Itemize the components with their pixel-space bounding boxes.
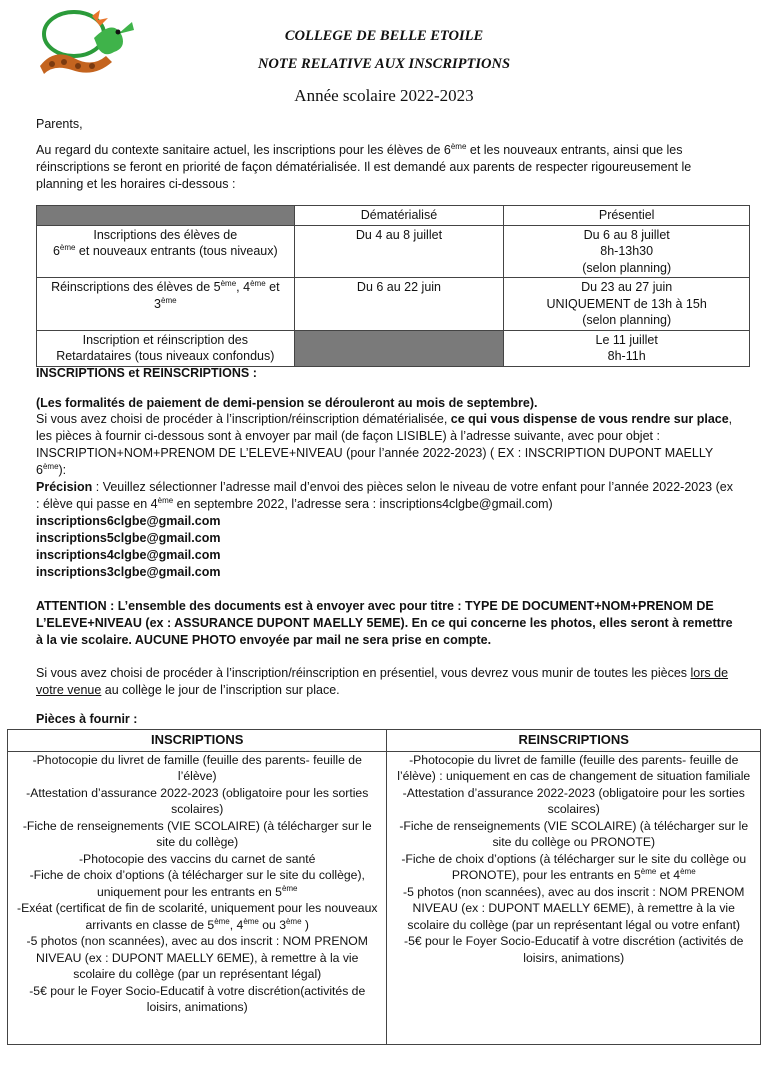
list-item: -Photocopie du livret de famille (feuille des parents- feuille de l’élève) [32,752,362,783]
list-item: -Attestation d’assurance 2022-2023 (obligatoire pour les sorties scolaires) [402,785,745,816]
documents-table [7,729,761,1045]
header-presentiel: Présentiel [504,206,750,226]
header-dematerialise: Dématérialisé [294,206,504,226]
list-item: -5€ pour le Foyer Socio-Educatif à votre discrétion(activités de loisirs, animations) [29,983,366,1014]
demi-pension-note: (Les formalités de paiement de demi-pension se dérouleront au mois de septembre). [36,396,538,410]
row-label: Inscriptions des élèves de 6ème et nouveaux entrants (tous niveaux) [37,225,295,278]
list-item: -Fiche de choix d’options (à télécharger sur le site du collège ou PRONOTE), pour les entrants en 5ème et 4ème [401,851,747,882]
list-item: -Fiche de renseignements (VIE SCOLAIRE) (à télécharger sur le site du collège ou PRONOTE) [399,818,749,849]
list-item: -Attestation d’assurance 2022-2023 (obligatoire pour les sorties scolaires) [26,785,369,816]
attention-paragraph: ATTENTION : L’ensemble des documents est à envoyer avec pour titre : TYPE DE DOCUMENT+NOM+PRENOM DE L’ELEVE+NIVEAU (ex : ASSURANCE DUPONT MAELLY 5EME). En ce qui concerne les photos, elles seront à remettre à la vie scolaire. AUCUNE PHOTO envoyée par mail ne sera prise en compte. [36,599,733,647]
schedule-table [36,205,750,367]
schedule-header-row [37,206,750,226]
inscriptions-list [8,751,387,1045]
dem-unavailable [294,330,504,366]
email-6[interactable]: inscriptions6clgbe@gmail.com [36,514,221,528]
dematerialise-paragraph: Si vous avez choisi de procéder à l’inscription/réinscription dématérialisée, ce qui vous dispense de vous rendre sur place, les pièces à fournir ci-dessous sont à envoyer par mail (de façon LISIBLE) à l’adresse suivante, avec pour objet : INSCRIPTION+NOM+PRENOM DE L’ELEVE+NIVEAU (pour l’année 2022-2023) ( EX : INSCRIPTION DUPONT MAELLY 6ème): Précision : Veuillez sélectionner l’adresse mail d’envoi des pièces selon le niveau de votre enfant pour l’année 2022-2023 (ex : élève qui passe en 4ème en septembre 2022, l’adresse sera : inscriptions4clgbe@gmail.com) [36,412,733,511]
documents-row [8,751,761,1045]
row-label: Réinscriptions des élèves de 5ème, 4ème et 3ème [37,278,295,331]
reinscriptions-list [387,751,761,1045]
schedule-row-retardataires [37,330,750,366]
section-title: INSCRIPTIONS et REINSCRIPTIONS : [36,366,257,380]
presentiel-paragraph: Si vous avez choisi de procéder à l’inscription/réinscription en présentiel, vous devrez vous munir de toutes les pièces lors de votre venue au collège le jour de l’inscription sur place. [36,666,729,697]
intro-paragraph: Au regard du contexte sanitaire actuel, les inscriptions pour les élèves de 6ème et les nouveaux entrants, ainsi que les réinscriptions se feront en priorité de façon dématérialisée. Il est demandé aux parents de respecter rigoureusement le planning et les horaires ci-dessous : [36,141,692,191]
note-title: NOTE RELATIVE AUX INSCRIPTIONS [257,56,511,72]
email-3[interactable]: inscriptions3clgbe@gmail.com [36,565,221,579]
schedule-row-inscriptions [37,225,750,278]
list-item: -5 photos (non scannées), avec au dos inscrit : NOM PRENOM NIVEAU (ex : DUPONT MAELLY 6EME), à remettre à la vie scolaire du collège (par un représentant légal) [26,934,368,981]
pres-dates: Le 11 juillet 8h-11h [504,330,750,366]
header-reinscriptions: REINSCRIPTIONS [387,730,761,752]
email-5[interactable]: inscriptions5clgbe@gmail.com [36,531,221,545]
greeting: Parents, [36,117,83,131]
pieces-title: Pièces à fournir : [36,712,138,726]
email-4[interactable]: inscriptions4clgbe@gmail.com [36,548,221,562]
dem-dates: Du 6 au 22 juin [294,278,504,331]
documents-header-row [8,730,761,752]
list-item: -Fiche de renseignements (VIE SCOLAIRE) (à télécharger sur le site du collège) [22,818,372,849]
list-item: -Photocopie des vaccins du carnet de santé [79,851,316,866]
schedule-row-reinscriptions [37,278,750,331]
pres-dates: Du 6 au 8 juillet 8h-13h30 (selon planning) [504,225,750,278]
list-item: -5 photos (non scannées), avec au dos inscrit : NOM PRENOM NIVEAU (ex : DUPONT MAELLY 6EME), à remettre à la vie scolaire du collège (par un représentant légal ou votre enfant) [403,884,745,932]
header-inscriptions: INSCRIPTIONS [8,730,387,752]
school-name: COLLEGE DE BELLE ETOILE [284,28,484,44]
schedule-header-empty [37,206,295,226]
row-label: Inscription et réinscription des Retardataires (tous niveaux confondus) [37,330,295,366]
list-item: -Fiche de choix d’options (à télécharger sur le site du collège), uniquement pour les entrants en 5ème [29,868,365,899]
dem-dates: Du 4 au 8 juillet [294,225,504,278]
email-list [36,513,736,581]
list-item: -Photocopie du livret de famille (feuille des parents- feuille de l’élève) : uniquement en cas de changement de situation familiale [397,752,751,783]
list-item: -5€ pour le Foyer Socio-Educatif à votre discrétion (activités de loisirs, animations) [404,934,744,965]
pres-dates: Du 23 au 27 juin UNIQUEMENT de 13h à 15h (selon planning) [504,278,750,331]
school-year: Année scolaire 2022-2023 [294,86,474,105]
list-item: -Exéat (certificat de fin de scolarité, uniquement pour les nouveaux arrivants en classe de 5ème, 4ème ou 3ème ) [17,901,378,932]
